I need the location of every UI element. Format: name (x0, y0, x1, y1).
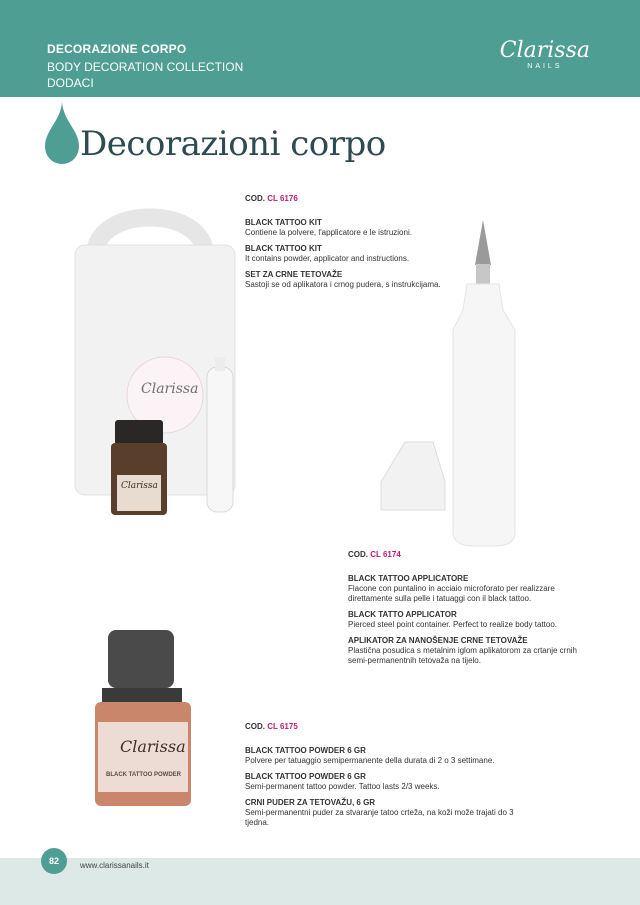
product-desc: Plastična posudica s metalnim iglom aplikatorom za crtanje crnih semi-permanentnih tetovaža na tijelo. (348, 646, 577, 665)
product-code: COD. CL 6175 (245, 722, 298, 731)
tattoo-kit-image (55, 185, 245, 525)
product-name: BLACK TATTOO APPLICATORE (348, 574, 469, 583)
kit-logo-text: Clarissa (141, 381, 199, 397)
logo-name: Clarissa (499, 38, 590, 63)
page-title: Decorazioni corpo (80, 124, 386, 164)
product-desc: Semi-permanentni puder za stvaranje tatoo crteža, na koži može trajati do 3 tjedna. (245, 808, 514, 827)
product-name: SET ZA CRNE TETOVAŽE (245, 270, 343, 279)
product-block-6174 (348, 550, 598, 666)
product-desc: Pierced steel point container. Perfect to realize body tattoo. (348, 620, 558, 629)
product-desc: Contiene la polvere, l'applicatore e le istruzioni. (245, 228, 412, 237)
category-it: DECORAZIONE CORPO (47, 42, 187, 56)
category-en: BODY DECORATION COLLECTION (47, 60, 244, 74)
powder-logo-text: Clarissa (120, 737, 186, 756)
powder-jar-image (90, 630, 200, 810)
product-code: COD. CL 6176 (245, 194, 298, 203)
website-link[interactable]: www.clarissanails.it (80, 861, 149, 870)
drop-icon (43, 100, 81, 166)
kit-jar-logo: Clarissa (121, 481, 158, 491)
powder-label-text: BLACK TATTOO POWDER (106, 772, 181, 778)
product-name: CRNI PUDER ZA TETOVAŽU, 6 GR (245, 798, 376, 807)
product-name: BLACK TATTOO KIT (245, 244, 322, 253)
category-hr: DODACI (47, 76, 94, 90)
product-desc: Flacone con puntalino in acciaio microforato per realizzare direttamente sulla pelle i tatuaggi con il black tattoo. (348, 584, 555, 603)
product-desc: Polvere per tatuaggio semipermanente della durata di 2 o 3 settimane. (245, 756, 495, 765)
logo-sub: NAILS (527, 63, 563, 70)
header-band (0, 0, 640, 97)
product-block-6176 (245, 194, 475, 290)
product-block-6175 (245, 722, 525, 828)
product-name: BLACK TATTO APPLICATOR (348, 610, 457, 619)
product-desc: It contains powder, applicator and instructions. (245, 254, 410, 263)
product-desc: Sastoji se od aplikatora i crnog pudera, s instrukcijama. (245, 280, 441, 289)
product-name: APLIKATOR ZA NANOŠENJE CRNE TETOVAŽE (348, 636, 528, 645)
product-name: BLACK TATTOO POWDER 6 GR (245, 772, 366, 781)
brand-logo (500, 40, 590, 71)
product-name: BLACK TATTOO POWDER 6 GR (245, 746, 366, 755)
product-desc: Semi-permanent tattoo powder. Tattoo lasts 2/3 weeks. (245, 782, 440, 791)
product-name: BLACK TATTOO KIT (245, 218, 322, 227)
product-code: COD. CL 6174 (348, 550, 401, 559)
page-number: 82 (41, 848, 67, 874)
